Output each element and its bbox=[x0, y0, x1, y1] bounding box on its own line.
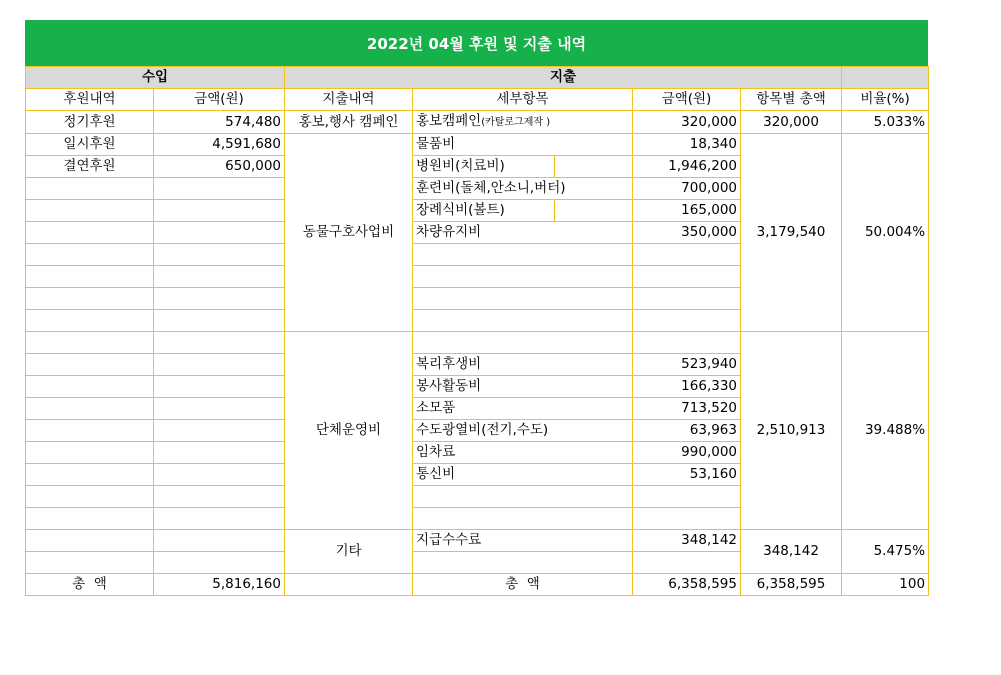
detail-text: 홍보캠페인 bbox=[416, 113, 482, 129]
empty-cell bbox=[26, 486, 154, 508]
amount-cell: 63,963 bbox=[633, 420, 741, 442]
col-detail: 세부항목 bbox=[413, 89, 633, 111]
expense-section-header: 지출 bbox=[285, 67, 842, 89]
empty-cell bbox=[26, 530, 154, 552]
detail-note: (카탈로그제작 ) bbox=[481, 117, 551, 128]
income-section-header: 수입 bbox=[26, 67, 285, 89]
empty-cell bbox=[154, 552, 285, 574]
empty-cell bbox=[555, 156, 633, 178]
spreadsheet bbox=[25, 20, 928, 596]
empty-cell bbox=[633, 486, 741, 508]
item-total-cell: 348,142 bbox=[741, 530, 842, 574]
table-row bbox=[26, 530, 929, 552]
empty-cell bbox=[154, 354, 285, 376]
income-total-amount: 5,816,160 bbox=[154, 574, 285, 596]
detail-cell: 소모품 bbox=[413, 398, 633, 420]
amount-cell: 165,000 bbox=[633, 200, 741, 222]
amount-cell: 350,000 bbox=[633, 222, 741, 244]
income-type-cell: 일시후원 bbox=[26, 134, 154, 156]
income-total-label: 총 액 bbox=[26, 574, 154, 596]
amount-cell: 166,330 bbox=[633, 376, 741, 398]
empty-cell bbox=[154, 200, 285, 222]
col-expense-type: 지출내역 bbox=[285, 89, 413, 111]
detail-cell: 물품비 bbox=[413, 134, 633, 156]
empty-cell bbox=[154, 530, 285, 552]
table-row bbox=[26, 332, 929, 354]
empty-cell bbox=[26, 200, 154, 222]
report-table bbox=[25, 66, 929, 596]
empty-cell bbox=[633, 332, 741, 354]
detail-cell: 봉사활동비 bbox=[413, 376, 633, 398]
empty-cell bbox=[633, 244, 741, 266]
empty-cell bbox=[26, 508, 154, 530]
item-total-cell: 2,510,913 bbox=[741, 332, 842, 530]
amount-cell: 713,520 bbox=[633, 398, 741, 420]
amount-cell: 18,340 bbox=[633, 134, 741, 156]
empty-cell bbox=[26, 332, 154, 354]
empty-cell bbox=[154, 464, 285, 486]
expense-category-cell: 홍보,행사 캠페인 bbox=[285, 111, 413, 134]
income-amount-cell: 650,000 bbox=[154, 156, 285, 178]
empty-cell bbox=[26, 288, 154, 310]
ratio-cell: 5.475% bbox=[842, 530, 929, 574]
income-type-cell: 결연후원 bbox=[26, 156, 154, 178]
empty-cell bbox=[154, 508, 285, 530]
empty-cell bbox=[26, 552, 154, 574]
ratio-total: 100 bbox=[842, 574, 929, 596]
detail-cell: 임차료 bbox=[413, 442, 633, 464]
empty-cell bbox=[26, 420, 154, 442]
detail-cell: 장례식비(볼트) bbox=[413, 200, 555, 222]
empty-cell bbox=[154, 178, 285, 200]
income-amount-cell: 574,480 bbox=[154, 111, 285, 134]
ratio-cell: 39.488% bbox=[842, 332, 929, 530]
empty-cell bbox=[285, 574, 413, 596]
report-title: 2022년 04월 후원 및 지출 내역 bbox=[25, 20, 928, 66]
col-item-total: 항목별 총액 bbox=[741, 89, 842, 111]
table-row bbox=[26, 134, 929, 156]
empty-cell bbox=[154, 420, 285, 442]
ratio-cell: 50.004% bbox=[842, 134, 929, 332]
item-total-sum: 6,358,595 bbox=[741, 574, 842, 596]
expense-category-cell: 기타 bbox=[285, 530, 413, 574]
header-blank-cell bbox=[842, 67, 929, 89]
empty-cell bbox=[26, 398, 154, 420]
empty-cell bbox=[26, 244, 154, 266]
amount-cell: 53,160 bbox=[633, 464, 741, 486]
empty-cell bbox=[154, 288, 285, 310]
detail-cell: 수도광열비(전기,수도) bbox=[413, 420, 633, 442]
empty-cell bbox=[633, 310, 741, 332]
empty-cell bbox=[154, 244, 285, 266]
empty-cell bbox=[26, 354, 154, 376]
empty-cell bbox=[413, 310, 633, 332]
empty-cell bbox=[413, 244, 633, 266]
empty-cell bbox=[413, 552, 633, 574]
empty-cell bbox=[154, 398, 285, 420]
item-total-cell: 320,000 bbox=[741, 111, 842, 134]
item-total-cell: 3,179,540 bbox=[741, 134, 842, 332]
empty-cell bbox=[413, 266, 633, 288]
empty-cell bbox=[26, 442, 154, 464]
empty-cell bbox=[154, 486, 285, 508]
empty-cell bbox=[154, 332, 285, 354]
empty-cell bbox=[154, 442, 285, 464]
empty-cell bbox=[26, 222, 154, 244]
detail-cell: 병원비(치료비) bbox=[413, 156, 555, 178]
detail-cell: 훈련비(돌체,안소니,버터) bbox=[413, 178, 633, 200]
expense-category-cell: 단체운영비 bbox=[285, 332, 413, 530]
empty-cell bbox=[26, 464, 154, 486]
empty-cell bbox=[413, 508, 633, 530]
table-row bbox=[26, 111, 929, 134]
amount-cell: 700,000 bbox=[633, 178, 741, 200]
empty-cell bbox=[413, 486, 633, 508]
col-ratio: 비율(%) bbox=[842, 89, 929, 111]
detail-cell: 통신비 bbox=[413, 464, 633, 486]
empty-cell bbox=[26, 178, 154, 200]
amount-cell: 990,000 bbox=[633, 442, 741, 464]
empty-cell bbox=[26, 310, 154, 332]
detail-cell: 차량유지비 bbox=[413, 222, 633, 244]
empty-cell bbox=[154, 222, 285, 244]
expense-category-cell: 동물구호사업비 bbox=[285, 134, 413, 332]
col-amount: 금액(원) bbox=[633, 89, 741, 111]
expense-total-label: 총 액 bbox=[413, 574, 633, 596]
col-income-amount: 금액(원) bbox=[154, 89, 285, 111]
amount-cell: 1,946,200 bbox=[633, 156, 741, 178]
amount-cell: 348,142 bbox=[633, 530, 741, 552]
empty-cell bbox=[154, 266, 285, 288]
expense-total-amount: 6,358,595 bbox=[633, 574, 741, 596]
income-amount-cell: 4,591,680 bbox=[154, 134, 285, 156]
empty-cell bbox=[555, 200, 633, 222]
empty-cell bbox=[633, 508, 741, 530]
empty-cell bbox=[26, 376, 154, 398]
col-income-type: 후원내역 bbox=[26, 89, 154, 111]
empty-cell bbox=[413, 332, 633, 354]
empty-cell bbox=[633, 288, 741, 310]
detail-cell bbox=[413, 111, 633, 134]
empty-cell bbox=[154, 376, 285, 398]
amount-cell: 523,940 bbox=[633, 354, 741, 376]
amount-cell: 320,000 bbox=[633, 111, 741, 134]
detail-cell: 지급수수료 bbox=[413, 530, 633, 552]
empty-cell bbox=[26, 266, 154, 288]
empty-cell bbox=[413, 288, 633, 310]
empty-cell bbox=[633, 266, 741, 288]
empty-cell bbox=[633, 552, 741, 574]
ratio-cell: 5.033% bbox=[842, 111, 929, 134]
totals-row bbox=[26, 574, 929, 596]
empty-cell bbox=[154, 310, 285, 332]
detail-cell: 복리후생비 bbox=[413, 354, 633, 376]
income-type-cell: 정기후원 bbox=[26, 111, 154, 134]
